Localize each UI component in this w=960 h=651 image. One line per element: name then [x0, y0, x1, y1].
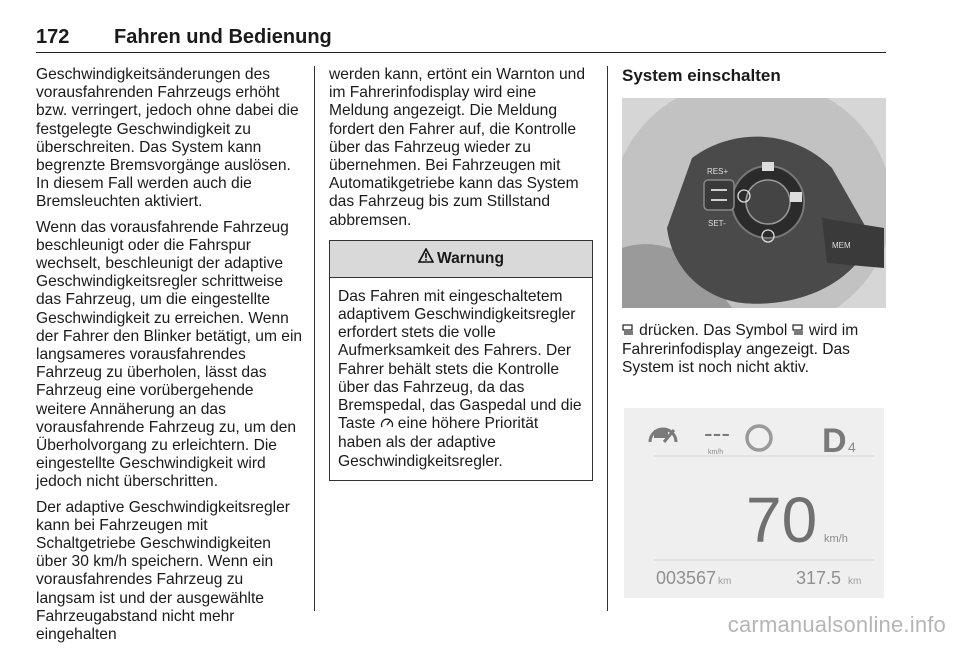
- paragraph: Wenn das vorausfahrende Fahrzeug beschleunigt oder die Fahrspur wechselt, beschleunigt der adaptive Geschwindigkeitsregler schrittweise das Fahrzeug, um die eingestellte Geschwindigkeit zu erreichen. Wenn der Fahrer den Blinker betätigt, um ein langsameres vorausfahrendes Fahrzeug zu überholen, lässt das Fahrzeug eine vorübergehende weitere Annäherung an das vorausfahrende Fahrzeug zu, um den Überholvorgang zu erleichtern. Die eingestellte Geschwindigkeit wird jedoch nicht überschritten.: [36, 218, 303, 491]
- paragraph: werden kann, ertönt ein Warnton und im Fahrerinfodisplay wird eine Meldung angezeigt. Die Meldung fordert den Fahrer auf, die Kontrolle über das Fahrzeug wieder zu übernehmen. Bei Fahrzeugen mit Automatikgetriebe kann das System das Fahrzeug bis zum Stillstand abbremsen.: [329, 66, 586, 229]
- warning-text-continued: eine höhere Priorität haben als der adaptive Geschwindigkeitsregler.: [338, 415, 539, 470]
- warning-box: [329, 240, 593, 481]
- paragraph: Geschwindigkeitsänderungen des vorausfahrenden Fahrzeugs erhöht bzw. verringert, jedoch ohne dabei die festgelegte Geschwindigkeit zu überschreiten. Das System kann begrenzte Bremsvorgänge auslösen. In diesem Fall werden auch die Bremsleuchten aktiviert.: [36, 66, 299, 211]
- odometer-unit: km: [718, 575, 732, 587]
- page-header: [36, 26, 886, 53]
- mem-label: MEM: [832, 241, 851, 250]
- res-label: RES+: [707, 167, 729, 176]
- set-speed-unit: km/h: [708, 448, 724, 456]
- set-speed-value: ---: [704, 417, 730, 448]
- section-title: Fahren und Bedienung: [114, 26, 332, 48]
- paragraph: Der adaptive Geschwindigkeitsregler kann bei Fahrzeugen mit Schaltgetriebe Geschwindigkeiten über 30 km/h speichern. Wenn ein vorausfahrendes Fahrzeug zu langsam ist und der ausgewählte Fahrzeugabstand nicht mehr eingehalten: [36, 498, 290, 644]
- instruction-part1: drücken. Das Symbol: [639, 322, 788, 339]
- gear-number: 4: [848, 438, 856, 455]
- cruise-control-icon: [380, 417, 398, 432]
- warning-text: Das Fahren mit eingeschaltetem adaptivem Geschwindigkeitsregler erfordert stets die volle Aufmerksamkeit des Fahrers. Der Fahrer behält stets die Kontrolle über das Fahrzeug, da das Bremspedal, das Gaspedal und die Taste: [338, 287, 582, 433]
- watermark: carmanualsonline.info: [727, 612, 946, 637]
- speed-value: 70: [746, 483, 818, 556]
- instruction-text: [622, 322, 888, 378]
- gear-letter: D: [822, 421, 847, 460]
- trip-unit: km: [848, 575, 862, 587]
- driver-info-display-photo: [624, 408, 884, 598]
- warning-triangle-icon: [418, 241, 434, 277]
- page-number: 172: [36, 26, 70, 48]
- column-divider: [314, 66, 315, 611]
- warning-header: [330, 241, 592, 278]
- adaptive-cruise-icon: [622, 324, 639, 339]
- text-column-1: [36, 66, 304, 651]
- speed-unit: km/h: [824, 532, 848, 545]
- text-column-3: [622, 66, 888, 598]
- adaptive-cruise-icon: [792, 324, 809, 339]
- steering-wheel-photo: [622, 98, 886, 308]
- instruction-part2: wird im Fahrerinfodisplay angezeigt. Das System ist noch nicht aktiv.: [622, 322, 859, 377]
- subsection-title: System einschalten: [622, 66, 781, 85]
- warning-title: Warnung: [437, 249, 504, 267]
- trip-value: 317.5: [796, 567, 842, 588]
- odometer-value: 003567: [656, 567, 717, 588]
- warning-body: [330, 278, 592, 480]
- text-column-2: [329, 66, 593, 481]
- set-label: SET-: [708, 219, 726, 228]
- column-divider: [607, 66, 608, 611]
